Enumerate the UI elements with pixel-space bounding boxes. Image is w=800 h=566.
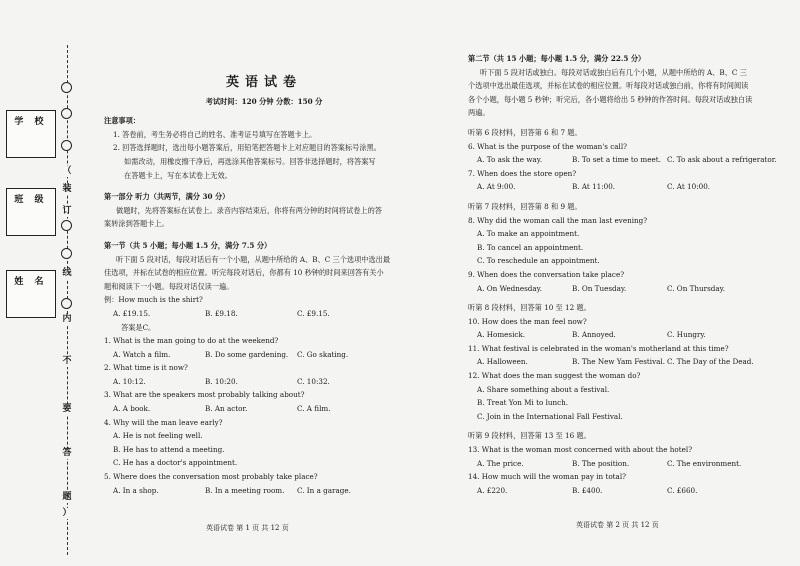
option: B. In a meeting room. xyxy=(205,485,285,495)
section2-instruction: 各个小题，每小题 5 秒钟；听完后，各小题将给出 5 秒钟的作答时间。每段对话或独白读 xyxy=(468,94,753,104)
option: C. A film. xyxy=(297,404,331,414)
left-column xyxy=(104,0,424,497)
question: 5. Where does the conversation most probably take place? xyxy=(104,472,318,482)
option: B. Annoyed. xyxy=(572,330,616,340)
option: A. At 9:00. xyxy=(477,182,516,192)
option: B. 10:20. xyxy=(205,376,238,386)
binding-hole xyxy=(61,248,72,259)
binding-char: 装 xyxy=(58,184,76,195)
option: B. £9.18. xyxy=(205,308,238,318)
class-label: 班 级 xyxy=(14,195,48,205)
option: A. Share something about a festival. xyxy=(477,384,610,394)
question-options xyxy=(104,402,424,416)
binding-char: 订 xyxy=(58,206,76,217)
option: B. On Tuesday. xyxy=(572,283,627,293)
part1-heading: 第一部分 听力（共两节，满分 30 分） xyxy=(104,192,230,202)
option: B. He has to attend a meeting. xyxy=(113,444,225,454)
binding-hole xyxy=(61,220,72,231)
question-options xyxy=(468,180,790,194)
question: 14. How much will the woman pay in total? xyxy=(468,472,626,482)
option: A. Halloween. xyxy=(477,357,528,367)
note-item: 在答题卡上，写在本试卷上无效。 xyxy=(124,170,232,180)
option: B. Treat Yon Mi to lunch. xyxy=(477,398,569,408)
question-options xyxy=(468,457,790,471)
option: C. Hungry. xyxy=(667,330,706,340)
option: A. To ask the way. xyxy=(477,155,543,165)
option: C. £660. xyxy=(667,485,698,495)
section1-instruction: 佳选项，并标在试卷的相应位置。听完每段对话后，你都有 10 秒钟的时间来回答有关小 xyxy=(104,268,384,278)
binding-hole xyxy=(61,298,72,309)
option: B. At 11:00. xyxy=(572,182,616,192)
question: 2. What time is it now? xyxy=(104,363,188,373)
question: 13. What is the woman most concerned with about the hotel? xyxy=(468,445,693,455)
option: C. The Day of the Dead. xyxy=(667,357,754,367)
option: B. The New Yam Festival. xyxy=(572,357,666,367)
school-label: 学 校 xyxy=(14,117,48,127)
binding-margin xyxy=(0,0,80,566)
question-options xyxy=(468,328,790,342)
option: A. A book. xyxy=(113,404,151,414)
option: C. To ask about a refrigerator. xyxy=(667,155,777,165)
option: A. 10:12. xyxy=(113,376,146,386)
question: 6. What is the purpose of the woman's call? xyxy=(468,141,628,151)
exam-info: 考试时间：120 分钟 分数：150 分 xyxy=(205,96,323,106)
right-column xyxy=(468,0,790,497)
question-options xyxy=(468,282,790,296)
question: 10. How does the man feel now? xyxy=(468,316,587,326)
section2-heading: 第二节（共 15 小题；每小题 1.5 分，满分 22.5 分） xyxy=(468,54,646,63)
option: B. The position. xyxy=(572,458,630,468)
option: C. The environment. xyxy=(667,458,742,468)
option: C. To reschedule an appointment. xyxy=(477,256,600,266)
option: C. Go skating. xyxy=(297,349,349,359)
binding-char: 答 xyxy=(58,448,76,459)
material-heading: 听第 6 段材料，回答第 6 和 7 题。 xyxy=(468,127,582,137)
page-footer-right: 英语试卷 第 2 页 共 12 页 xyxy=(576,521,659,529)
binding-char: 内 xyxy=(58,314,76,325)
section1-instruction: 题和阅读下一小题。每段对话仅读一遍。 xyxy=(104,281,234,291)
option: A. Homesick. xyxy=(477,330,526,340)
part1-instruction: 案转涂到答题卡上。 xyxy=(104,219,169,229)
question-options xyxy=(104,375,424,389)
example-options xyxy=(104,307,424,321)
option: C. 10:32. xyxy=(297,376,330,386)
section1-heading: 第一节（共 5 小题；每小题 1.5 分，满分 7.5 分） xyxy=(104,240,272,250)
section1-instruction: 听下面 5 段对话，每段对话后有一个小题，从题中所给的 A、B、C 三个选项中选出最 xyxy=(116,254,391,264)
question: 11. What festival is celebrated in the woman's motherland at this time? xyxy=(468,343,729,353)
option: C. In a garage. xyxy=(297,485,351,495)
page-footer-left: 英语试卷 第 1 页 共 12 页 xyxy=(206,524,289,532)
note-item: 2. 回答选择题时，选出每小题答案后，用铅笔把答题卡上对应题目的答案标号涂黑。 xyxy=(113,143,381,153)
option: A. On Wednesday. xyxy=(477,283,543,293)
option: C. At 10:00. xyxy=(667,182,711,192)
binding-char: 题 xyxy=(58,492,76,503)
question: 8. Why did the woman call the man last evening? xyxy=(468,215,648,225)
option: A. The price. xyxy=(477,458,524,468)
option: A. To make an appointment. xyxy=(477,229,580,239)
school-box xyxy=(6,110,56,158)
option: A. £19.15. xyxy=(113,308,151,318)
question-options xyxy=(104,348,424,362)
section2-instruction: 两遍。 xyxy=(468,108,490,118)
material-heading: 听第 8 段材料，回答第 10 至 12 题。 xyxy=(468,303,591,313)
material-heading: 听第 9 段材料，回答第 13 至 16 题。 xyxy=(468,431,591,441)
option: A. £220. xyxy=(477,485,508,495)
example-answer: 答案是C。 xyxy=(121,322,156,332)
binding-char: 不 xyxy=(58,356,76,367)
option: B. An actor. xyxy=(205,404,248,414)
option: A. Watch a film. xyxy=(113,349,171,359)
section2-instruction: 听下面 5 段对话或独白。每段对话或独白后有几个小题，从题中所给的 A、B、C 三 xyxy=(480,67,747,77)
example-question: 例：How much is the shirt? xyxy=(104,295,203,305)
note-item: 如需改动，用橡皮擦干净后，再选涂其他答案标号。回答非选择题时，将答案写 xyxy=(124,156,376,166)
question: 12. What does the man suggest the woman do? xyxy=(468,371,641,381)
option: C. On Thursday. xyxy=(667,283,726,293)
section2-instruction: 个选项中选出最佳选项，并标在试卷的相应位置。听每段对话或独白前，你将有时间阅读 xyxy=(468,81,749,91)
option: B. To cancel an appointment. xyxy=(477,242,584,252)
option: B. To set a time to meet. xyxy=(572,155,661,165)
option: C. Join in the International Fall Festival. xyxy=(477,411,623,421)
exam-title: 英语试卷 xyxy=(225,75,302,90)
question-options xyxy=(104,484,424,498)
binding-hole xyxy=(61,108,72,119)
option: B. Do some gardening. xyxy=(205,349,289,359)
binding-char: 要 xyxy=(58,404,76,415)
notes-heading: 注意事项： xyxy=(104,116,140,126)
option: C. He has a doctor's appointment. xyxy=(113,458,238,468)
option: B. £400. xyxy=(572,485,603,495)
question: 1. What is the man going to do at the weekend? xyxy=(104,336,279,346)
binding-hole xyxy=(61,82,72,93)
question: 4. Why will the man leave early? xyxy=(104,417,223,427)
option: A. In a shop. xyxy=(113,485,159,495)
option: A. He is not feeling well. xyxy=(113,431,203,441)
class-box xyxy=(6,188,56,236)
question-options xyxy=(468,153,790,167)
name-label: 姓 名 xyxy=(14,277,48,287)
question: 9. When does the conversation take place? xyxy=(468,269,625,279)
question: 3. What are the speakers most probably talking about? xyxy=(104,390,305,400)
material-heading: 听第 7 段材料，回答第 8 和 9 题。 xyxy=(468,201,582,211)
binding-char: 线 xyxy=(58,268,76,279)
binding-char: （ xyxy=(58,166,76,177)
part1-instruction: 做题时，先将答案标在试卷上。录音内容结束后，你将有两分钟的时间将试卷上的答 xyxy=(116,205,382,215)
binding-hole xyxy=(61,140,72,151)
question: 7. When does the store open? xyxy=(468,168,577,178)
option: C. £9.15. xyxy=(297,308,330,318)
name-box xyxy=(6,270,56,318)
binding-char: ） xyxy=(58,508,76,519)
question-options xyxy=(468,484,790,498)
note-item: 1. 答卷前，考生务必将自己的姓名、准考证号填写在答题卡上。 xyxy=(113,129,317,139)
question-options xyxy=(468,355,790,369)
